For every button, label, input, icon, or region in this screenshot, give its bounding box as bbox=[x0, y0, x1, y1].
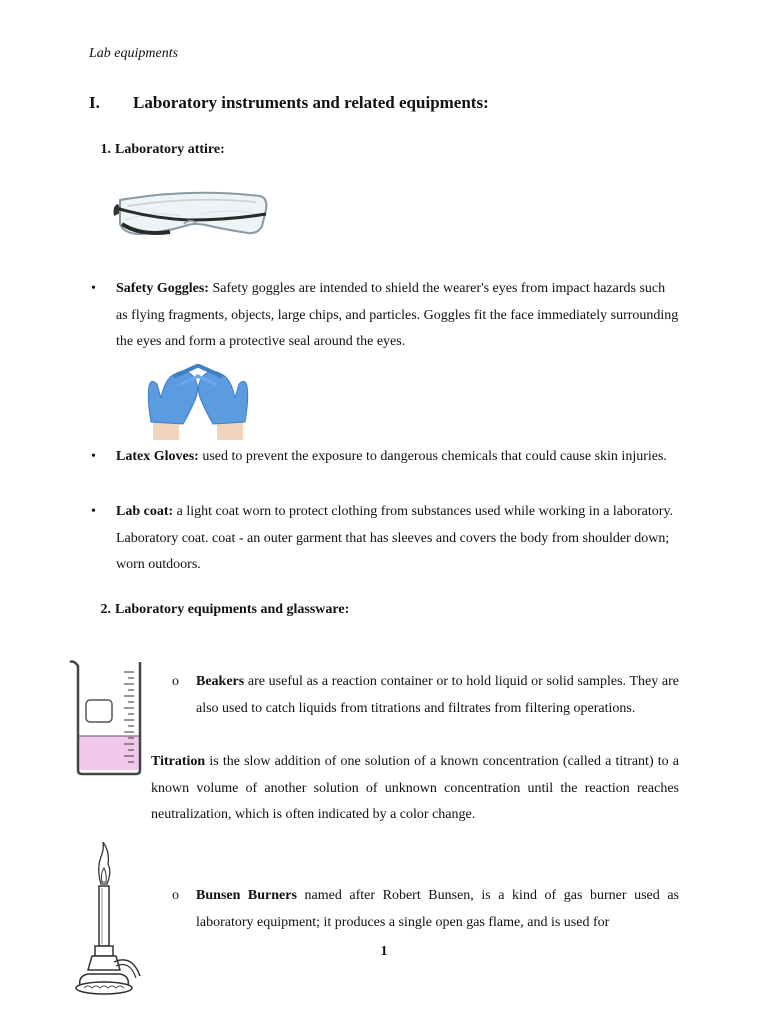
section-title bbox=[89, 93, 489, 113]
safety-goggles-image bbox=[110, 186, 270, 244]
lab-coat-paragraph bbox=[116, 499, 679, 579]
beakers-paragraph bbox=[196, 669, 679, 722]
section-number: I. bbox=[89, 93, 100, 112]
section-title-text: Laboratory instruments and related equipments: bbox=[133, 93, 489, 112]
term-latex-gloves: Latex Gloves: bbox=[116, 449, 199, 464]
term-lab-coat: Lab coat: bbox=[116, 504, 174, 519]
beaker-image bbox=[68, 658, 144, 776]
document-header: Lab equipments bbox=[89, 46, 179, 61]
bullet-symbol: o bbox=[172, 674, 179, 689]
term-titration: Titration bbox=[151, 754, 206, 769]
titration-paragraph bbox=[151, 749, 679, 829]
bullet-symbol: o bbox=[172, 888, 179, 903]
page-number: 1 bbox=[380, 944, 388, 959]
bullet-symbol: • bbox=[91, 449, 96, 464]
subheading-equipment bbox=[89, 602, 349, 618]
safety-goggles-paragraph bbox=[116, 276, 679, 356]
bunsen-burners-text: named after Robert Bunsen, is a kind of gas burner used as laboratory equipment; it produces a single open gas flame, and is used for bbox=[196, 888, 679, 930]
bullet-symbol: • bbox=[91, 281, 96, 296]
lab-coat-text: a light coat worn to protect clothing from substances used while working in a laboratory. Laboratory coat. coat - an outer garment that has sleeves and covers the body from shoulder down; worn outdoors. bbox=[116, 504, 674, 572]
beakers-text: are useful as a reaction container or to hold liquid or solid samples. They are also used to catch liquids from titrations and filtrates from filtering operations. bbox=[196, 674, 679, 716]
latex-gloves-paragraph bbox=[116, 444, 679, 471]
subheading-number: 1. bbox=[100, 142, 111, 157]
subheading-text: Laboratory attire: bbox=[115, 142, 225, 157]
latex-gloves-text: used to prevent the exposure to dangerous chemicals that could cause skin injuries. bbox=[198, 449, 667, 464]
subheading-number: 2. bbox=[100, 602, 111, 617]
titration-text: is the slow addition of one solution of a known concentration (called a titrant) to a known volume of another solution of unknown concentration until the reaction reaches neutralization, which is often indicated by a color change. bbox=[151, 754, 679, 822]
safety-goggles-text: Safety goggles are intended to shield the wearer's eyes from impact hazards such as flying fragments, objects, large chips, and particles. Goggles fit the face immediately surrounding the eyes and form a protective seal around the eyes. bbox=[116, 281, 679, 349]
term-safety-goggles: Safety Goggles: bbox=[116, 281, 209, 296]
bullet-symbol: • bbox=[91, 504, 96, 519]
bunsen-burners-paragraph bbox=[196, 883, 679, 936]
bunsen-burner-image bbox=[74, 842, 144, 998]
term-bunsen-burners: Bunsen Burners bbox=[196, 888, 297, 903]
term-beakers: Beakers bbox=[196, 674, 245, 689]
subheading-attire bbox=[89, 142, 225, 158]
subheading-text: Laboratory equipments and glassware: bbox=[115, 602, 350, 617]
latex-gloves-image bbox=[145, 364, 251, 440]
